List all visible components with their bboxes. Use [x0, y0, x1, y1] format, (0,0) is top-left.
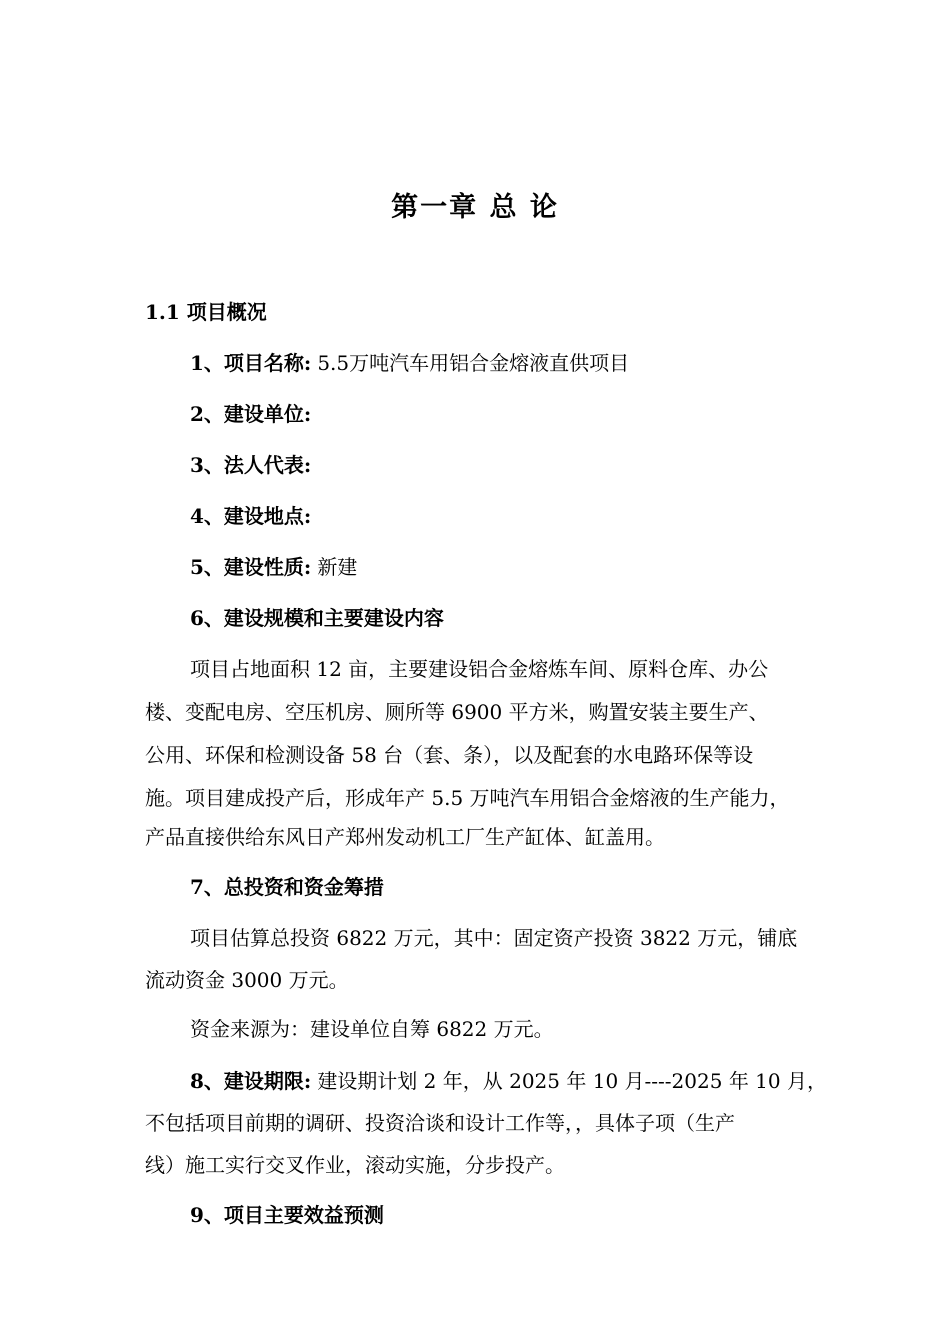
paragraph-line: 产品直接供给东风日产郑州发动机工厂生产缸体、缸盖用。 [145, 825, 665, 849]
item-value: 新建 [317, 555, 358, 579]
paragraph-line: 施。项目建成投产后，形成年产 5.5 万吨汽车用铝合金熔液的生产能力， [145, 786, 790, 810]
item-label: 2、建设单位: [190, 402, 312, 426]
paragraph-line: 楼、变配电房、空压机房、厕所等 6900 平方米，购置安装主要生产、 [145, 700, 769, 724]
item-construction-location [190, 501, 317, 531]
paragraph-line: 项目估算总投资 6822 万元，其中：固定资产投资 3822 万元，铺底 [190, 926, 798, 950]
item-legal-representative [190, 450, 317, 480]
item-value: 5.5万吨汽车用铝合金熔液直供项目 [317, 351, 630, 375]
item-label: 3、法人代表: [190, 453, 312, 477]
item-value: 建设期计划 2 年，从 2025 年 10 月----2025 年 10 月， [317, 1069, 827, 1093]
paragraph-line: 项目占地面积 12 亩，主要建设铝合金熔炼车间、原料仓库、办公 [190, 657, 769, 681]
investment-heading: 7、总投资和资金筹措 [190, 875, 384, 899]
paragraph-line: 线）施工实行交叉作业，滚动实施，分步投产。 [145, 1153, 565, 1177]
section-heading-1-1: 1.1 项目概况 [145, 300, 267, 324]
chapter-title: 第一章 总 论 [391, 192, 559, 223]
scale-heading: 6、建设规模和主要建设内容 [190, 606, 444, 630]
item-project-name [190, 348, 629, 378]
paragraph-line: 不包括项目前期的调研、投资洽谈和设计工作等，，具体子项（生产 [145, 1111, 735, 1135]
funding-source-line: 资金来源为：建设单位自筹 6822 万元。 [190, 1017, 554, 1041]
item-label: 5、建设性质: [190, 555, 312, 579]
item-construction-period [190, 1066, 827, 1096]
item-label: 8、建设期限: [190, 1069, 312, 1093]
paragraph-line: 公用、环保和检测设备 58 台（套、条），以及配套的水电路环保等设 [145, 743, 754, 767]
benefit-heading: 9、项目主要效益预测 [190, 1203, 384, 1227]
item-construction-nature [190, 552, 357, 582]
item-label: 1、项目名称: [190, 351, 312, 375]
paragraph-line: 流动资金 3000 万元。 [145, 968, 349, 992]
item-construction-unit [190, 399, 317, 429]
item-label: 4、建设地点: [190, 504, 312, 528]
